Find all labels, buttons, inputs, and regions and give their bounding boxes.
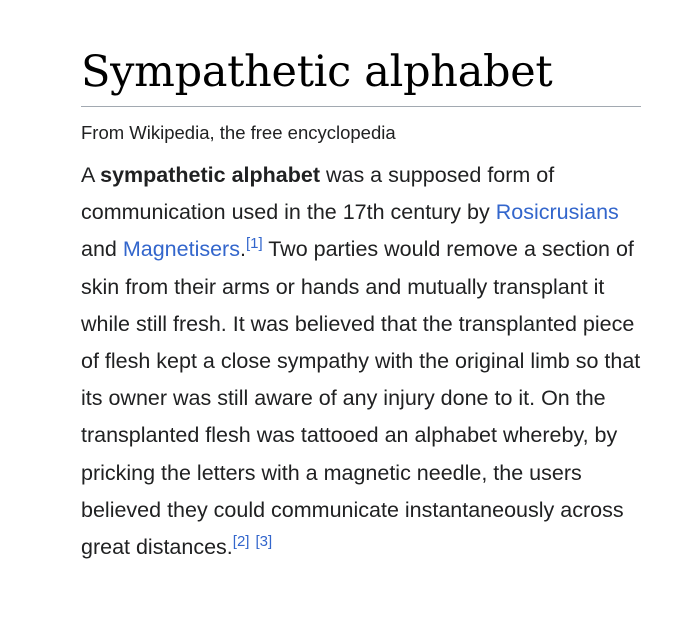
reference-2 — [233, 533, 250, 550]
reference-1-link[interactable]: [1] — [245, 235, 263, 253]
lead-period: . — [239, 237, 246, 262]
article-content — [81, 44, 641, 566]
link-magnetisers[interactable]: Magnetisers — [122, 237, 240, 262]
reference-3-link[interactable]: [3] — [255, 533, 273, 551]
article-body — [81, 157, 641, 566]
site-tagline: From Wikipedia, the free encyclopedia — [81, 122, 396, 143]
bold-term: sympathetic alphabet — [100, 163, 320, 187]
reference-3 — [255, 533, 272, 550]
lead-text-1: was a supposed form of communication used in the 17th century by — [81, 163, 555, 225]
lead-text-2: Two parties would remove a section of skin from their arms or hands and mutually transplant it while still fresh. It was believed that the transplanted piece of flesh kept a close sympathy with the original limb so that its owner was still aware of any injury done to it. On the transplanted flesh was tattooed an alphabet whereby, by pricking the letters with a magnetic needle, the users believed they could communicate instantaneously across great distances. — [81, 237, 641, 560]
page-title: Sympathetic alphabet — [81, 44, 641, 107]
lead-paragraph — [81, 157, 641, 566]
lead-intro: A — [81, 163, 101, 187]
reference-1 — [246, 235, 263, 252]
lead-and: and — [81, 237, 123, 262]
reference-2-link[interactable]: [2] — [232, 533, 250, 551]
link-rosicrusians[interactable]: Rosicrusians — [495, 200, 619, 225]
